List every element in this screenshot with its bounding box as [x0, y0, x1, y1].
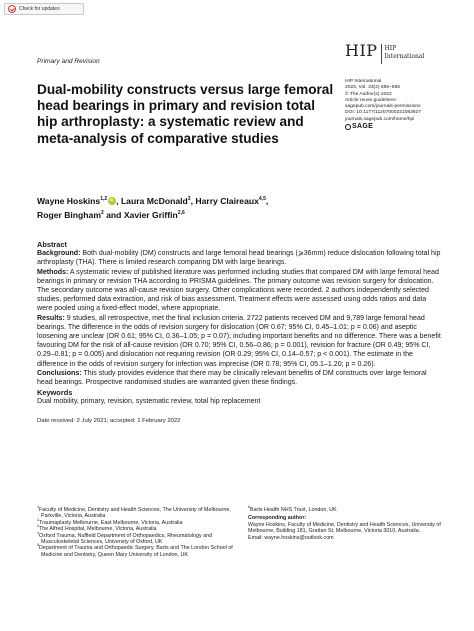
footnote-text: Traumaplasty Melbourne, East Melbourne, Victoria, Australia — [39, 519, 183, 526]
meta-journal-name: HIP International — [345, 79, 382, 84]
conclusions-label: Conclusions: — [37, 369, 82, 377]
footnote-text: Faculty of Medicine, Dentistry and Health Sciences, The University of Melbourne, Parkville, Victoria, Australia — [39, 507, 231, 520]
author-separator: and — [103, 210, 124, 220]
meta-permissions-link[interactable]: sagepub.com/journals-permissions — [345, 104, 421, 110]
meta-volume: 2023, Vol. 33(4) 685–696 — [345, 85, 400, 91]
background-label: Background: — [37, 250, 81, 258]
footnote-text: The Alfred Hospital, Melbourne, Victoria, Australia — [39, 526, 157, 533]
corresponding-author-heading: Corresponding author: — [248, 515, 307, 522]
badge-label: Check for updates — [19, 6, 60, 12]
meta-copyright: © The Author(s) 2022 — [345, 91, 392, 97]
author-separator: , — [116, 196, 121, 206]
abstract-conclusions — [37, 369, 441, 387]
footnote-text: Oxford Trauma, Nuffield Department of Orthopaedics, Rheumatology and Musculoskeletal Sciences, University of Oxford, UK — [39, 532, 213, 546]
keywords-section — [37, 388, 441, 406]
footnote-text: Barts Health NHS Trust, London, UK — [250, 507, 337, 513]
footnote-number: 3 — [37, 524, 39, 529]
results-text: 9 studies, all retrospective, met the final inclusion criteria. 2722 patients received DM and 9,789 large femoral head bearings. The difference in the odds of revision surgery for dislocation (OR 0.67; 95% CI, 0.45–1.01; p = 0.06) and aseptic loosening are unclear (OR 0.61; 95% CI, 0.36–1.05; p = 0.07); including important benefits and no difference. There was a benefit favouring DM for the risk of all-cause revision (OR 0.70; 95% CI, 0.56–0.86; p = 0.001), revision for fracture (OR 0.49; 95% CI, 0.29–0.81; p = 0.005) and dislocation not requiring revision (OR 0.29; 95% CI, 0.14–0.57; p < 0.001). The estimate in the difference in the odds of revision surgery for infection was imprecise (OR 0.78; 95% CI, 05.1–1.20; p = 0.26). — [37, 314, 441, 368]
affiliation-note — [37, 545, 237, 558]
footnote-text: Department of Trauma and Orthopaedic Surgery, Barts and The London School of Medicine and Dentistry, Queen Mary University of London, UK — [39, 545, 233, 558]
logo-word-line-2: International — [384, 53, 425, 60]
orcid-icon[interactable] — [108, 197, 116, 205]
footnote-number: 4 — [37, 530, 39, 535]
affiliation-note — [248, 507, 448, 513]
results-label: Results: — [37, 314, 65, 322]
conclusions-text: This study provides evidence that there may be clinically relevant benefits of DM constructs over large femoral head bearings. Prospective randomised studies are warranted given these findings. — [37, 369, 427, 387]
logo-word-line-1: HIP — [384, 45, 397, 52]
publisher-logo — [345, 124, 455, 130]
abstract-results — [37, 314, 441, 369]
affiliations-right — [248, 507, 448, 541]
meta-homepage-link[interactable]: journals.sagepub.com/home/hpi — [345, 116, 415, 122]
author-affiliation: 2 — [100, 210, 104, 217]
author-affiliation: 3 — [187, 196, 191, 203]
update-check-icon — [8, 5, 16, 13]
journal-logo — [345, 43, 424, 64]
affiliations-left — [37, 507, 237, 558]
email-label: Email: — [248, 534, 263, 541]
check-for-updates-badge[interactable] — [4, 3, 84, 15]
author-affiliation: 4,5 — [258, 196, 266, 203]
abstract-background — [37, 249, 441, 267]
journal-meta — [345, 79, 455, 130]
author-name: Harry Claireaux — [195, 196, 259, 206]
journal-logo-mark: HIP — [345, 41, 378, 60]
abstract-heading: Abstract — [37, 240, 67, 249]
email-link[interactable]: wayne.hoskins@outlook.com — [262, 534, 334, 541]
abstract-methods — [37, 268, 441, 314]
affiliation-note — [37, 530, 237, 546]
keywords-text: Dual mobility, primary, revision, systematic review, total hip replacement — [37, 398, 261, 406]
abstract — [37, 240, 441, 387]
methods-text: A systematic review of published literature was performed including studies that compared DM with large femoral head bearings in primary or revision THA according to PRISMA guidelines. The primary outcome was revision surgery for dislocation. The secondary outcome was all-cause revision surgery. Other complications were recorded. 2 authors independently selected studies, performed data extraction, and risk of bias assessment. Treatment effects were assessed using odds ratios and data were pooled using a fixed-effect model, where appropriate. — [37, 268, 439, 313]
author-list — [37, 194, 337, 222]
journal-logo-word — [385, 45, 425, 61]
author-separator: , — [265, 196, 269, 206]
keywords-heading: Keywords — [37, 388, 73, 397]
logo-divider — [381, 44, 382, 64]
publisher-name: SAGE — [352, 123, 374, 131]
meta-doi[interactable]: DOI: 10.1177/11207000221082927 — [345, 110, 421, 116]
footnote-number: 1 — [37, 505, 39, 510]
sage-logo-icon — [345, 124, 351, 130]
author-affiliation: 1,2 — [100, 196, 108, 203]
received-accepted-dates: Date received: 2 July 2021; accepted: 1 February 2022 — [37, 418, 181, 424]
footnote-number: 6 — [248, 505, 250, 510]
footnote-number: 5 — [37, 543, 39, 548]
corresponding-author-email — [248, 535, 448, 541]
section-label: Primary and Revision — [37, 58, 100, 65]
author-name: Xavier Griffin — [123, 210, 178, 220]
meta-reuse: Article reuse guidelines: — [345, 97, 397, 103]
author-name: Laura McDonald — [120, 196, 188, 206]
author-separator: , — [190, 196, 196, 206]
corresponding-author-address: Wayne Hoskins, Faculty of Medicine, Dentistry and Health Sciences, University of Melbourne, Building 181, Grattan St, Melbourne, Victoria 3010, Australia. — [248, 521, 441, 535]
methods-label: Methods: — [37, 268, 69, 276]
background-text: Both dual-mobility (DM) constructs and large femoral head bearings (⩾36mm) reduce dislocation following total hip arthroplasty (THA). There is limited research comparing DM with large bearings. — [37, 250, 441, 267]
article-title: Dual-mobility constructs versus large femoral head bearings in primary and revision total hip arthroplasty: a systematic review and meta-analysis of comparative studies — [37, 82, 334, 146]
author-affiliation: 2,6 — [177, 210, 185, 217]
footnote-number: 2 — [37, 518, 39, 523]
author-name: Roger Bingham — [37, 210, 101, 220]
author-name: Wayne Hoskins — [37, 196, 101, 206]
